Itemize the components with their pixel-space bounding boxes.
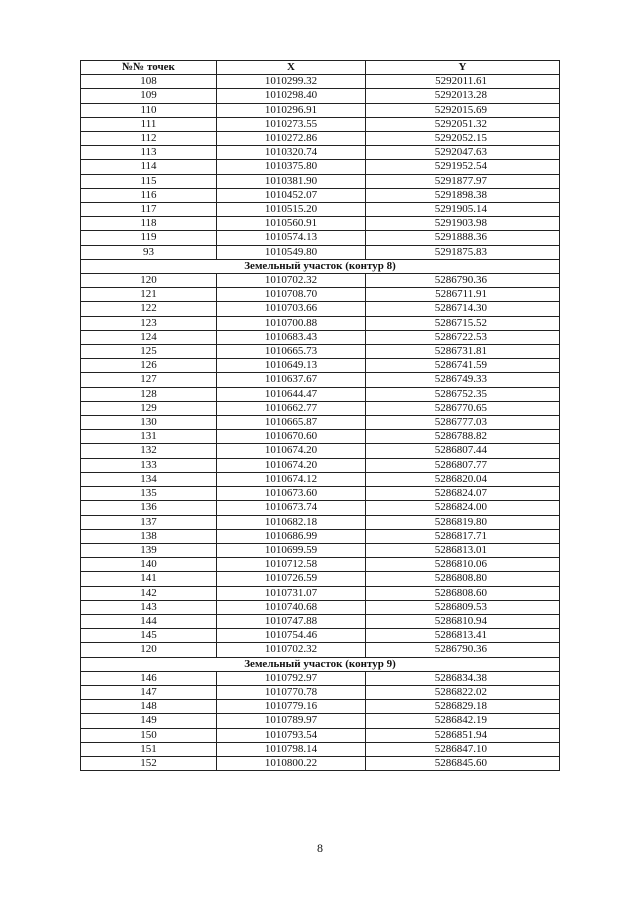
table-row (81, 671, 560, 685)
table-row (81, 103, 560, 117)
table-row (81, 345, 560, 359)
x-coordinate-cell: 1010665.87 (217, 416, 366, 430)
point-number-cell: 120 (81, 643, 217, 657)
y-coordinate-cell: 5286834.38 (366, 671, 560, 685)
y-coordinate-cell: 5286790.36 (366, 643, 560, 657)
x-coordinate-cell: 1010320.74 (217, 146, 366, 160)
table-row (81, 416, 560, 430)
point-number-cell: 138 (81, 529, 217, 543)
point-number-cell: 144 (81, 614, 217, 628)
x-coordinate-cell: 1010700.88 (217, 316, 366, 330)
y-coordinate-cell: 5286829.18 (366, 700, 560, 714)
y-coordinate-cell: 5286851.94 (366, 728, 560, 742)
table-row (81, 714, 560, 728)
point-number-cell: 149 (81, 714, 217, 728)
x-coordinate-cell: 1010789.97 (217, 714, 366, 728)
y-coordinate-cell: 5286810.06 (366, 558, 560, 572)
y-coordinate-cell: 5292047.63 (366, 146, 560, 160)
table-row (81, 89, 560, 103)
point-number-cell: 141 (81, 572, 217, 586)
y-coordinate-cell: 5286770.65 (366, 401, 560, 415)
table-row (81, 529, 560, 543)
x-coordinate-cell: 1010574.13 (217, 231, 366, 245)
y-coordinate-cell: 5291952.54 (366, 160, 560, 174)
point-number-cell: 137 (81, 515, 217, 529)
point-number-cell: 118 (81, 217, 217, 231)
point-number-cell: 132 (81, 444, 217, 458)
table-row (81, 643, 560, 657)
y-coordinate-cell: 5286808.60 (366, 586, 560, 600)
y-coordinate-cell: 5286847.10 (366, 742, 560, 756)
x-coordinate-cell: 1010549.80 (217, 245, 366, 259)
table-row (81, 629, 560, 643)
table-header-row (81, 61, 560, 75)
table-row (81, 316, 560, 330)
y-coordinate-cell: 5286808.80 (366, 572, 560, 586)
section-title: Земельный участок (контур 8) (81, 259, 560, 273)
point-number-cell: 93 (81, 245, 217, 259)
table-row (81, 685, 560, 699)
y-coordinate-cell: 5291888.36 (366, 231, 560, 245)
table-row (81, 117, 560, 131)
y-coordinate-cell: 5286722.53 (366, 330, 560, 344)
x-coordinate-cell: 1010673.74 (217, 501, 366, 515)
x-coordinate-cell: 1010770.78 (217, 685, 366, 699)
point-number-cell: 114 (81, 160, 217, 174)
x-coordinate-cell: 1010779.16 (217, 700, 366, 714)
table-row (81, 160, 560, 174)
point-number-cell: 133 (81, 458, 217, 472)
x-coordinate-cell: 1010272.86 (217, 132, 366, 146)
point-number-cell: 125 (81, 345, 217, 359)
table-row (81, 245, 560, 259)
point-number-cell: 131 (81, 430, 217, 444)
y-coordinate-cell: 5286711.91 (366, 288, 560, 302)
x-coordinate-cell: 1010674.20 (217, 444, 366, 458)
y-coordinate-cell: 5286817.71 (366, 529, 560, 543)
y-coordinate-cell: 5286715.52 (366, 316, 560, 330)
y-coordinate-cell: 5286813.41 (366, 629, 560, 643)
table-row (81, 401, 560, 415)
x-coordinate-cell: 1010560.91 (217, 217, 366, 231)
x-coordinate-cell: 1010726.59 (217, 572, 366, 586)
point-number-cell: 117 (81, 203, 217, 217)
x-coordinate-cell: 1010674.20 (217, 458, 366, 472)
point-number-cell: 108 (81, 75, 217, 89)
table-row (81, 600, 560, 614)
x-coordinate-cell: 1010674.12 (217, 472, 366, 486)
x-coordinate-cell: 1010381.90 (217, 174, 366, 188)
point-number-cell: 145 (81, 629, 217, 643)
point-number-cell: 119 (81, 231, 217, 245)
table-body (81, 75, 560, 771)
table-row (81, 614, 560, 628)
y-coordinate-cell: 5286810.94 (366, 614, 560, 628)
table-row (81, 132, 560, 146)
y-coordinate-cell: 5291877.97 (366, 174, 560, 188)
table-row (81, 572, 560, 586)
x-coordinate-cell: 1010703.66 (217, 302, 366, 316)
x-coordinate-cell: 1010515.20 (217, 203, 366, 217)
x-coordinate-cell: 1010662.77 (217, 401, 366, 415)
x-coordinate-cell: 1010273.55 (217, 117, 366, 131)
x-coordinate-cell: 1010683.43 (217, 330, 366, 344)
point-number-cell: 142 (81, 586, 217, 600)
x-coordinate-cell: 1010798.14 (217, 742, 366, 756)
y-coordinate-cell: 5286790.36 (366, 274, 560, 288)
y-coordinate-cell: 5286777.03 (366, 416, 560, 430)
x-coordinate-cell: 1010740.68 (217, 600, 366, 614)
y-coordinate-cell: 5291905.14 (366, 203, 560, 217)
section-row (81, 657, 560, 671)
y-coordinate-cell: 5286807.77 (366, 458, 560, 472)
table-row (81, 188, 560, 202)
x-coordinate-cell: 1010699.59 (217, 543, 366, 557)
point-number-cell: 109 (81, 89, 217, 103)
x-coordinate-cell: 1010747.88 (217, 614, 366, 628)
header-x: X (217, 61, 366, 75)
y-coordinate-cell: 5286741.59 (366, 359, 560, 373)
point-number-cell: 115 (81, 174, 217, 188)
x-coordinate-cell: 1010637.67 (217, 373, 366, 387)
table-row (81, 586, 560, 600)
table-row (81, 302, 560, 316)
point-number-cell: 128 (81, 387, 217, 401)
y-coordinate-cell: 5292011.61 (366, 75, 560, 89)
y-coordinate-cell: 5292052.15 (366, 132, 560, 146)
x-coordinate-cell: 1010800.22 (217, 756, 366, 770)
table-row (81, 756, 560, 770)
point-number-cell: 123 (81, 316, 217, 330)
y-coordinate-cell: 5291875.83 (366, 245, 560, 259)
point-number-cell: 120 (81, 274, 217, 288)
point-number-cell: 116 (81, 188, 217, 202)
section-row (81, 259, 560, 273)
table-row (81, 430, 560, 444)
table-row (81, 146, 560, 160)
y-coordinate-cell: 5286731.81 (366, 345, 560, 359)
x-coordinate-cell: 1010299.32 (217, 75, 366, 89)
table-row (81, 501, 560, 515)
table-row (81, 444, 560, 458)
point-number-cell: 134 (81, 472, 217, 486)
point-number-cell: 110 (81, 103, 217, 117)
table-row (81, 373, 560, 387)
point-number-cell: 150 (81, 728, 217, 742)
table-row (81, 472, 560, 486)
x-coordinate-cell: 1010702.32 (217, 643, 366, 657)
section-title: Земельный участок (контур 9) (81, 657, 560, 671)
table-row (81, 359, 560, 373)
y-coordinate-cell: 5286824.07 (366, 487, 560, 501)
header-point-number: №№ точек (81, 61, 217, 75)
table-row (81, 231, 560, 245)
page-number: 8 (317, 841, 323, 855)
point-number-cell: 130 (81, 416, 217, 430)
x-coordinate-cell: 1010712.58 (217, 558, 366, 572)
y-coordinate-cell: 5286813.01 (366, 543, 560, 557)
point-number-cell: 151 (81, 742, 217, 756)
y-coordinate-cell: 5286842.19 (366, 714, 560, 728)
table-row (81, 700, 560, 714)
y-coordinate-cell: 5292015.69 (366, 103, 560, 117)
point-number-cell: 122 (81, 302, 217, 316)
x-coordinate-cell: 1010754.46 (217, 629, 366, 643)
table-row (81, 387, 560, 401)
point-number-cell: 147 (81, 685, 217, 699)
point-number-cell: 136 (81, 501, 217, 515)
y-coordinate-cell: 5291903.98 (366, 217, 560, 231)
y-coordinate-cell: 5291898.38 (366, 188, 560, 202)
y-coordinate-cell: 5286824.00 (366, 501, 560, 515)
point-number-cell: 139 (81, 543, 217, 557)
table-row (81, 217, 560, 231)
point-number-cell: 140 (81, 558, 217, 572)
header-y: Y (366, 61, 560, 75)
y-coordinate-cell: 5286822.02 (366, 685, 560, 699)
point-number-cell: 148 (81, 700, 217, 714)
table-row (81, 543, 560, 557)
table-row (81, 458, 560, 472)
point-number-cell: 124 (81, 330, 217, 344)
y-coordinate-cell: 5292051.32 (366, 117, 560, 131)
x-coordinate-cell: 1010670.60 (217, 430, 366, 444)
point-number-cell: 127 (81, 373, 217, 387)
table-row (81, 75, 560, 89)
point-number-cell: 121 (81, 288, 217, 302)
point-number-cell: 129 (81, 401, 217, 415)
y-coordinate-cell: 5286820.04 (366, 472, 560, 486)
point-number-cell: 126 (81, 359, 217, 373)
x-coordinate-cell: 1010375.80 (217, 160, 366, 174)
y-coordinate-cell: 5286807.44 (366, 444, 560, 458)
point-number-cell: 113 (81, 146, 217, 160)
point-number-cell: 111 (81, 117, 217, 131)
table-row (81, 742, 560, 756)
x-coordinate-cell: 1010686.99 (217, 529, 366, 543)
y-coordinate-cell: 5286714.30 (366, 302, 560, 316)
table-row (81, 274, 560, 288)
x-coordinate-cell: 1010792.97 (217, 671, 366, 685)
x-coordinate-cell: 1010708.70 (217, 288, 366, 302)
x-coordinate-cell: 1010296.91 (217, 103, 366, 117)
y-coordinate-cell: 5286752.35 (366, 387, 560, 401)
y-coordinate-cell: 5286819.80 (366, 515, 560, 529)
y-coordinate-cell: 5286845.60 (366, 756, 560, 770)
x-coordinate-cell: 1010731.07 (217, 586, 366, 600)
y-coordinate-cell: 5286788.82 (366, 430, 560, 444)
y-coordinate-cell: 5286749.33 (366, 373, 560, 387)
x-coordinate-cell: 1010649.13 (217, 359, 366, 373)
y-coordinate-cell: 5286809.53 (366, 600, 560, 614)
point-number-cell: 143 (81, 600, 217, 614)
table-row (81, 330, 560, 344)
y-coordinate-cell: 5292013.28 (366, 89, 560, 103)
table-row (81, 515, 560, 529)
point-number-cell: 152 (81, 756, 217, 770)
point-number-cell: 135 (81, 487, 217, 501)
x-coordinate-cell: 1010644.47 (217, 387, 366, 401)
table-row (81, 288, 560, 302)
table-row (81, 487, 560, 501)
x-coordinate-cell: 1010702.32 (217, 274, 366, 288)
table-row (81, 203, 560, 217)
table-row (81, 174, 560, 188)
table-row (81, 558, 560, 572)
x-coordinate-cell: 1010673.60 (217, 487, 366, 501)
point-number-cell: 146 (81, 671, 217, 685)
x-coordinate-cell: 1010665.73 (217, 345, 366, 359)
x-coordinate-cell: 1010682.18 (217, 515, 366, 529)
coordinates-table (80, 60, 560, 771)
table-row (81, 728, 560, 742)
x-coordinate-cell: 1010298.40 (217, 89, 366, 103)
x-coordinate-cell: 1010452.07 (217, 188, 366, 202)
x-coordinate-cell: 1010793.54 (217, 728, 366, 742)
point-number-cell: 112 (81, 132, 217, 146)
